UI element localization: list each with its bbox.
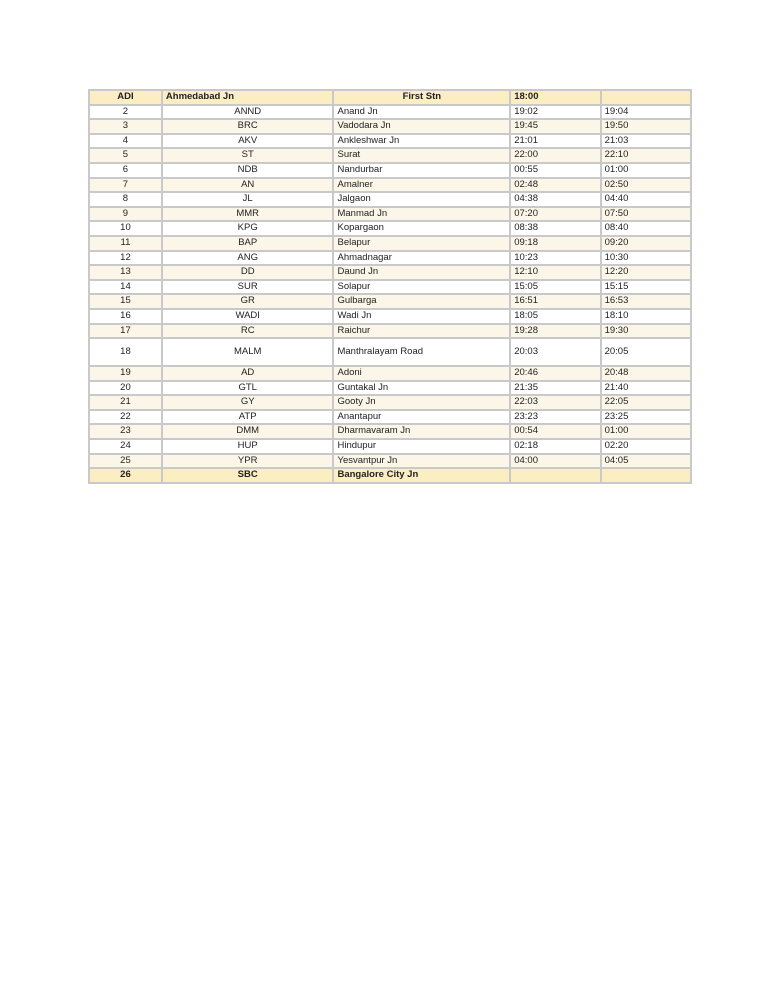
departure-time-cell: 04:05 [602,455,690,468]
departure-time-cell: 20:05 [602,339,690,365]
departure-time-cell: 01:00 [602,425,690,438]
station-code-cell: AKV [163,135,333,148]
stop-number-cell: 18 [90,339,161,365]
departure-time-cell: 19:04 [602,106,690,119]
arrival-time-cell: 02:18 [511,440,599,453]
station-code-cell: SUR [163,281,333,294]
arrival-time-cell: 04:00 [511,455,599,468]
arrival-time-cell: 10:23 [511,252,599,265]
station-code-cell: AD [163,367,333,380]
station-name-cell: Manmad Jn [334,208,509,221]
station-code-cell: GTL [163,382,333,395]
table-row [90,455,690,468]
stop-number-cell: 26 [90,469,161,482]
stop-number-cell: 9 [90,208,161,221]
table-row [90,164,690,177]
stop-number-cell: 22 [90,411,161,424]
departure-time-cell: 19:30 [602,325,690,338]
arrival-time-cell: 12:10 [511,266,599,279]
stop-number-cell: 2 [90,106,161,119]
station-code-cell: MALM [163,339,333,365]
arrival-time-cell: 00:55 [511,164,599,177]
station-name-cell: Guntakal Jn [334,382,509,395]
departure-time-cell: 07:50 [602,208,690,221]
table-row [90,339,690,365]
station-name-cell: Hindupur [334,440,509,453]
stop-number-cell: 19 [90,367,161,380]
table-row [90,91,690,104]
arrival-time-cell: 07:20 [511,208,599,221]
arrival-time-cell: 21:35 [511,382,599,395]
table-row [90,325,690,338]
station-name-cell: Jalgaon [334,193,509,206]
departure-time-cell: 16:53 [602,295,690,308]
station-name-cell: Daund Jn [334,266,509,279]
table-row [90,237,690,250]
stop-number-cell: ADI [90,91,161,104]
arrival-time-cell [511,469,599,482]
station-code-cell: ATP [163,411,333,424]
departure-time-cell: 02:50 [602,179,690,192]
stop-number-cell: 25 [90,455,161,468]
table-row [90,106,690,119]
arrival-time-cell: 19:28 [511,325,599,338]
stop-number-cell: 8 [90,193,161,206]
station-code-cell: JL [163,193,333,206]
stop-number-cell: 3 [90,120,161,133]
station-code-cell: KPG [163,222,333,235]
departure-time-cell: 21:40 [602,382,690,395]
departure-time-cell: 20:48 [602,367,690,380]
arrival-time-cell: 09:18 [511,237,599,250]
stop-number-cell: 23 [90,425,161,438]
table-row [90,252,690,265]
departure-time-cell: 01:00 [602,164,690,177]
table-row [90,396,690,409]
table-row [90,411,690,424]
station-name-cell: Solapur [334,281,509,294]
station-code-cell: ANND [163,106,333,119]
stop-number-cell: 12 [90,252,161,265]
station-name-cell: First Stn [334,91,509,104]
stop-number-cell: 10 [90,222,161,235]
departure-time-cell [602,91,690,104]
stop-number-cell: 21 [90,396,161,409]
arrival-time-cell: 20:03 [511,339,599,365]
station-code-cell: MMR [163,208,333,221]
table-row [90,425,690,438]
stop-number-cell: 7 [90,179,161,192]
station-code-cell: RC [163,325,333,338]
station-code-cell: HUP [163,440,333,453]
table-row [90,469,690,482]
table-row [90,266,690,279]
station-code-cell: BRC [163,120,333,133]
station-name-cell: Kopargaon [334,222,509,235]
departure-time-cell: 08:40 [602,222,690,235]
schedule-body [90,91,690,482]
departure-time-cell [602,469,690,482]
station-name-cell: Anand Jn [334,106,509,119]
stop-number-cell: 5 [90,149,161,162]
departure-time-cell: 15:15 [602,281,690,294]
station-code-cell: ST [163,149,333,162]
schedule-table [88,89,692,484]
arrival-time-cell: 23:23 [511,411,599,424]
station-name-cell: Gulbarga [334,295,509,308]
arrival-time-cell: 19:45 [511,120,599,133]
table-row [90,281,690,294]
stop-number-cell: 14 [90,281,161,294]
stop-number-cell: 20 [90,382,161,395]
arrival-time-cell: 18:00 [511,91,599,104]
table-row [90,135,690,148]
station-code-cell: SBC [163,469,333,482]
departure-time-cell: 21:03 [602,135,690,148]
departure-time-cell: 04:40 [602,193,690,206]
arrival-time-cell: 20:46 [511,367,599,380]
station-code-cell: DMM [163,425,333,438]
departure-time-cell: 02:20 [602,440,690,453]
arrival-time-cell: 18:05 [511,310,599,323]
arrival-time-cell: 04:38 [511,193,599,206]
table-row [90,208,690,221]
arrival-time-cell: 15:05 [511,281,599,294]
stop-number-cell: 24 [90,440,161,453]
arrival-time-cell: 21:01 [511,135,599,148]
table-row [90,222,690,235]
station-code-cell: AN [163,179,333,192]
departure-time-cell: 22:05 [602,396,690,409]
stop-number-cell: 15 [90,295,161,308]
stop-number-cell: 11 [90,237,161,250]
station-name-cell: Gooty Jn [334,396,509,409]
station-name-cell: Belapur [334,237,509,250]
stop-number-cell: 17 [90,325,161,338]
station-code-cell: NDB [163,164,333,177]
station-name-cell: Ahmadnagar [334,252,509,265]
arrival-time-cell: 00:54 [511,425,599,438]
table-row [90,193,690,206]
table-row [90,367,690,380]
arrival-time-cell: 08:38 [511,222,599,235]
table-row [90,440,690,453]
station-name-cell: Amalner [334,179,509,192]
stop-number-cell: 13 [90,266,161,279]
station-name-cell: Bangalore City Jn [334,469,509,482]
table-row [90,149,690,162]
station-name-cell: Surat [334,149,509,162]
station-code-cell: YPR [163,455,333,468]
departure-time-cell: 23:25 [602,411,690,424]
station-name-cell: Ankleshwar Jn [334,135,509,148]
departure-time-cell: 19:50 [602,120,690,133]
station-name-cell: Dharmavaram Jn [334,425,509,438]
station-code-cell: BAP [163,237,333,250]
station-name-cell: Wadi Jn [334,310,509,323]
departure-time-cell: 12:20 [602,266,690,279]
table-row [90,310,690,323]
station-name-cell: Manthralayam Road [334,339,509,365]
station-name-cell: Anantapur [334,411,509,424]
station-code-cell: WADI [163,310,333,323]
table-row [90,120,690,133]
departure-time-cell: 18:10 [602,310,690,323]
station-name-cell: Raichur [334,325,509,338]
table-row [90,179,690,192]
arrival-time-cell: 02:48 [511,179,599,192]
station-code-cell: Ahmedabad Jn [163,91,333,104]
departure-time-cell: 09:20 [602,237,690,250]
table-row [90,382,690,395]
station-code-cell: GR [163,295,333,308]
stop-number-cell: 4 [90,135,161,148]
departure-time-cell: 10:30 [602,252,690,265]
station-name-cell: Vadodara Jn [334,120,509,133]
station-code-cell: ANG [163,252,333,265]
departure-time-cell: 22:10 [602,149,690,162]
stop-number-cell: 6 [90,164,161,177]
arrival-time-cell: 19:02 [511,106,599,119]
station-code-cell: GY [163,396,333,409]
arrival-time-cell: 16:51 [511,295,599,308]
arrival-time-cell: 22:03 [511,396,599,409]
arrival-time-cell: 22:00 [511,149,599,162]
stop-number-cell: 16 [90,310,161,323]
table-row [90,295,690,308]
station-name-cell: Yesvantpur Jn [334,455,509,468]
station-code-cell: DD [163,266,333,279]
station-name-cell: Adoni [334,367,509,380]
station-name-cell: Nandurbar [334,164,509,177]
